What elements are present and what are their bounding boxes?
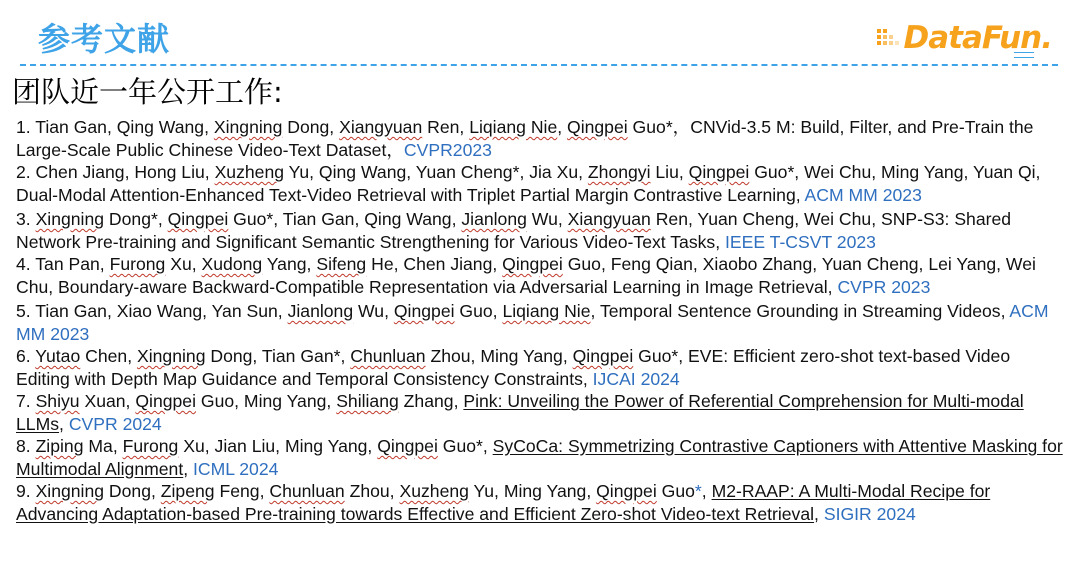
author-name: Qingpei <box>688 162 750 182</box>
ref-text: Guo, Ming Yang, <box>196 391 337 411</box>
author-name: Shiliang <box>336 391 399 411</box>
ref-text: Guo <box>656 481 695 501</box>
author-name: Jianlong <box>287 301 354 321</box>
author-name: Xingning <box>213 117 283 137</box>
venue-label: IJCAI 2024 <box>592 368 680 389</box>
ref-text: Ren, <box>422 117 470 137</box>
paper-title-link[interactable]: M2-RAAP: A Multi-Modal Recipe for Advancing Adaptation-based Pre-training towards Effective and Efficient Zero-shot Video-text Retrieval <box>16 481 991 524</box>
ref-text: 1. Tian Gan, Qing Wang, <box>16 117 214 137</box>
reference-item-3 <box>16 208 1066 253</box>
ref-text: 5. Tian Gan, Xiao Wang, Yan Sun, <box>16 301 288 321</box>
ref-text: Yang, <box>262 254 317 274</box>
author-name: Xiangyuan <box>567 209 651 229</box>
author-name: Xuzheng <box>399 481 469 501</box>
author-name: Liqiang Nie <box>469 117 558 137</box>
ref-text: , Temporal Sentence Grounding in Streaming Videos, <box>590 301 1010 321</box>
logo-underline <box>1014 52 1034 58</box>
ref-text: Dong, <box>104 481 161 501</box>
author-name: Qingpei <box>377 436 438 456</box>
reference-item-5 <box>16 300 1066 345</box>
venue-label: IEEE T-CSVT 2023 <box>725 231 876 252</box>
author-name: Xuzheng <box>214 162 285 182</box>
author-name: Zipeng <box>160 481 215 501</box>
ref-text: Wu, <box>526 209 568 229</box>
author-name: Qingpei <box>596 481 657 501</box>
ref-text: Xuan, <box>79 391 136 411</box>
ref-text: 3. <box>16 209 36 229</box>
author-name: Furong <box>109 254 166 274</box>
ref-text: Zhang, <box>398 391 464 411</box>
ref-text: 7. <box>16 391 36 411</box>
author-name: Yutao <box>35 346 81 366</box>
logo-mark-icon <box>875 25 901 51</box>
reference-item-7 <box>16 390 1066 435</box>
reference-item-4 <box>16 253 1066 298</box>
author-name: Furong <box>122 436 179 456</box>
author-name: Zhongyi <box>587 162 651 182</box>
slide-title: 参考文献 <box>38 20 171 58</box>
reference-item-9 <box>16 480 1066 525</box>
author-name: Chunluan <box>269 481 345 501</box>
ref-text: Guo, Feng Qian, Xiaobo Zhang, Yuan Cheng, Lei Yang, Wei Chu, Boundary-aware Backward-Compatible Representation via Adversarial Learning in Image Retrieval, <box>16 254 1036 297</box>
author-name: Chunluan <box>350 346 426 366</box>
author-name: Sifeng <box>316 254 367 274</box>
author-name: Xingning <box>35 481 105 501</box>
author-name: Qingpei <box>502 254 563 274</box>
ref-text: Feng, <box>214 481 270 501</box>
reference-item-6 <box>16 345 1066 390</box>
reference-item-2 <box>16 161 1066 206</box>
ref-text: * <box>694 481 702 501</box>
reference-list <box>16 116 1066 525</box>
venue-label: CVPR 2024 <box>68 413 162 434</box>
ref-text: 9. <box>16 481 36 501</box>
author-name: Shiyu <box>35 391 80 411</box>
ref-text: Wu, <box>353 301 394 321</box>
ref-text: Xu, <box>165 254 202 274</box>
ref-text: Guo*, Tian Gan, Qing Wang, <box>228 209 462 229</box>
venue-label: SIGIR 2024 <box>823 503 916 524</box>
ref-text: Zhou, Ming Yang, <box>425 346 573 366</box>
author-name: Ziping <box>35 436 84 456</box>
ref-text: 4. Tan Pan, <box>16 254 110 274</box>
paper-title-link[interactable]: SyCoCa: Symmetrizing Contrastive Captioners with Attentive Masking for Multimodal Alignment <box>16 436 1063 479</box>
author-name: Qingpei <box>135 391 196 411</box>
ref-text: Yu, Qing Wang, Yuan Cheng*, Jia Xu, <box>284 162 588 182</box>
author-name: Qingpei <box>567 117 628 137</box>
author-name: Xudong <box>201 254 263 274</box>
ref-text: 8. <box>16 436 36 456</box>
reference-item-8 <box>16 435 1066 480</box>
ref-text: Chen, <box>80 346 137 366</box>
ref-text: 2. Chen Jiang, Hong Liu, <box>16 162 215 182</box>
reference-item-1 <box>16 116 1066 161</box>
author-name: Xiangyuan <box>339 117 423 137</box>
ref-text: Xu, Jian Liu, Ming Yang, <box>178 436 378 456</box>
logo-text: DataFun. <box>903 20 1052 56</box>
section-heading: 团队近一年公开工作: <box>12 75 283 109</box>
author-name: Qingpei <box>393 301 455 321</box>
venue-label: ACM MM 2023 <box>16 301 1049 344</box>
ref-text: Liu, <box>650 162 689 182</box>
ref-text: Guo*, Wei Chu, Ming Yang, Yuan Qi, Dual-Modal Attention-Enhanced Text-Video Retrieval with Triplet Partial Margin Contrastive Learning, <box>16 162 1041 205</box>
ref-text: Guo, <box>454 301 503 321</box>
venue-label: CVPR 2023 <box>837 276 931 297</box>
ref-text: Ma, <box>83 436 123 456</box>
ref-text: , <box>557 117 568 137</box>
ref-text: , <box>183 458 193 479</box>
ref-text: Zhou, <box>344 481 400 501</box>
author-name: Xingning <box>137 346 206 366</box>
ref-text: Ren, Yuan Cheng, Wei Chu, SNP-S3: Shared Network Pre-training and Significant Semantic Strengthening for Various Video-Text Tasks, <box>16 209 1012 252</box>
ref-text: , <box>814 503 824 524</box>
venue-label: ACM MM 2023 <box>804 184 922 205</box>
ref-text: Dong, Tian Gan*, <box>205 346 351 366</box>
ref-text: , <box>59 413 69 434</box>
paper-title-link[interactable]: Pink: Unveiling the Power of Referential Comprehension for Multi-modal LLMs <box>16 391 1024 434</box>
ref-text: He, Chen Jiang, <box>366 254 503 274</box>
ref-text: 6. <box>16 346 36 366</box>
ref-text: Guo*，CNVid-3.5 M: Build, Filter, and Pre-Train the Large-Scale Public Chinese Video-Text Dataset， <box>16 117 1034 160</box>
venue-label: CVPR2023 <box>403 139 492 160</box>
ref-text: Guo*, <box>437 436 493 456</box>
header-divider <box>20 64 1058 66</box>
ref-text: Dong*, <box>104 209 168 229</box>
author-name: Qingpei <box>572 346 634 366</box>
author-name: Liqiang Nie <box>502 301 591 321</box>
ref-text: , <box>701 481 712 501</box>
author-name: Xingning <box>35 209 105 229</box>
author-name: Jianlong <box>461 209 527 229</box>
venue-label: ICML 2024 <box>193 458 279 479</box>
ref-text: Guo*, EVE: Efficient zero-shot text-based Video Editing with Depth Map Guidance and Temporal Consistency Constraints, <box>16 346 1011 389</box>
ref-text: Dong, <box>282 117 340 137</box>
author-name: Qingpei <box>167 209 229 229</box>
ref-text: Yu, Ming Yang, <box>468 481 597 501</box>
